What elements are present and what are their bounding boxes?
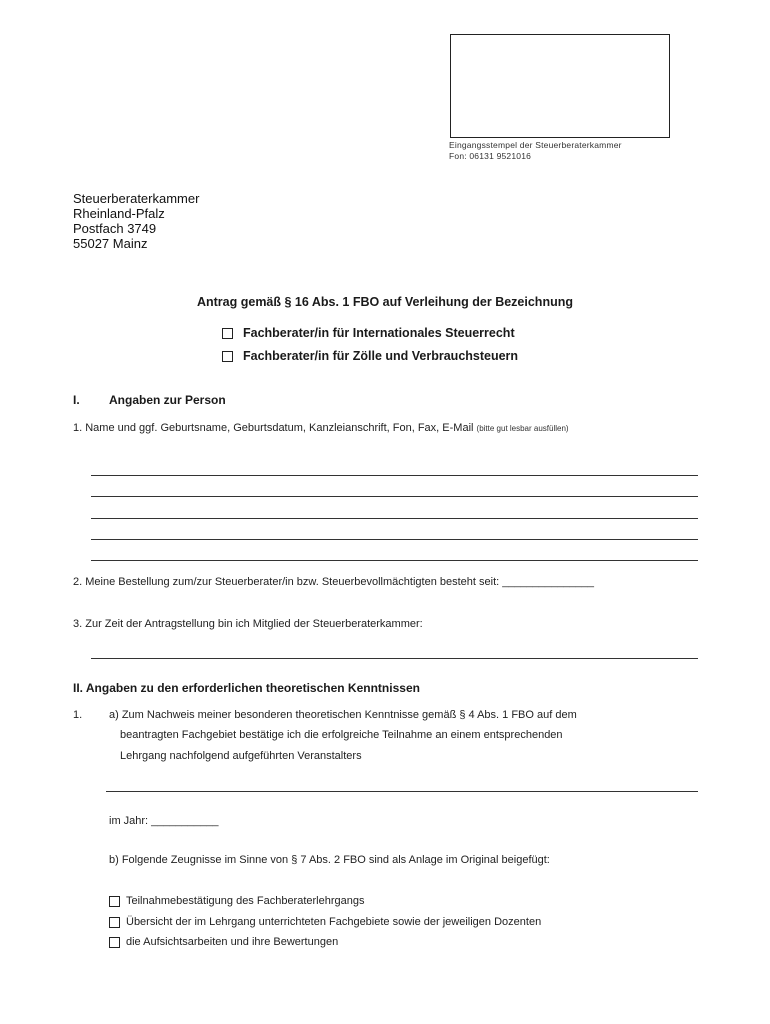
option-checkbox-customs-excise[interactable] <box>222 351 233 362</box>
input-line[interactable] <box>91 658 698 659</box>
option-checkbox-international-tax[interactable] <box>222 328 233 339</box>
question-1 <box>73 422 569 434</box>
question-2: 2. Meine Bestellung zum/zur Steuerberater/in bzw. Steuerbevollmächtigten besteht seit: _______________ <box>73 576 594 588</box>
attachment-label: Teilnahmebestätigung des Fachberaterlehrgangs <box>126 895 365 907</box>
section-heading: Angaben zur Person <box>109 393 226 407</box>
input-line[interactable] <box>91 475 698 476</box>
item-a-text: a) Zum Nachweis meiner besonderen theoretischen Kenntnisse gemäß § 4 Abs. 1 FBO auf dem <box>109 709 577 721</box>
section-heading: II. Angaben zu den erforderlichen theoretischen Kenntnissen <box>73 681 420 695</box>
item-a-text: beantragten Fachgebiet bestätige ich die erfolgreiche Teilnahme an einem entsprechenden <box>120 729 563 741</box>
address-line: Rheinland-Pfalz <box>73 206 165 221</box>
input-line[interactable] <box>91 496 698 497</box>
attachment-checkbox[interactable] <box>109 937 120 948</box>
year-field[interactable]: im Jahr: ___________ <box>109 815 219 827</box>
question-1-text: 1. Name und ggf. Geburtsname, Geburtsdatum, Kanzleianschrift, Fon, Fax, E-Mail <box>73 422 474 434</box>
address-line: 55027 Mainz <box>73 236 148 251</box>
input-line[interactable] <box>91 518 698 519</box>
option-label: Fachberater/in für Internationales Steuerrecht <box>243 326 515 340</box>
input-line[interactable] <box>91 560 698 561</box>
option-label: Fachberater/in für Zölle und Verbrauchsteuern <box>243 349 519 363</box>
item-number: 1. <box>73 709 83 721</box>
attachment-checkbox[interactable] <box>109 917 120 928</box>
item-b-text: b) Folgende Zeugnisse im Sinne von § 7 Abs. 2 FBO sind als Anlage im Original beigefügt: <box>109 854 550 866</box>
input-line[interactable] <box>91 539 698 540</box>
question-1-note: (bitte gut lesbar ausfüllen) <box>476 424 569 433</box>
stamp-caption: Eingangsstempel der Steuerberaterkammer <box>449 140 622 150</box>
section-number: I. <box>73 393 80 407</box>
receipt-stamp-box <box>450 34 670 138</box>
attachment-checkbox[interactable] <box>109 896 120 907</box>
attachment-label: die Aufsichtsarbeiten und ihre Bewertungen <box>126 936 339 948</box>
stamp-phone: Fon: 06131 9521016 <box>449 151 532 161</box>
attachment-label: Übersicht der im Lehrgang unterrichteten Fachgebiete sowie der jeweiligen Dozenten <box>126 916 542 928</box>
address-line: Postfach 3749 <box>73 221 157 236</box>
input-line[interactable] <box>106 791 698 792</box>
form-title: Antrag gemäß § 16 Abs. 1 FBO auf Verleihung der Bezeichnung <box>196 295 573 309</box>
question-3: 3. Zur Zeit der Antragstellung bin ich Mitglied der Steuerberaterkammer: <box>73 618 423 630</box>
address-line: Steuerberaterkammer <box>73 191 200 206</box>
item-a-text: Lehrgang nachfolgend aufgeführten Veranstalters <box>120 750 362 762</box>
